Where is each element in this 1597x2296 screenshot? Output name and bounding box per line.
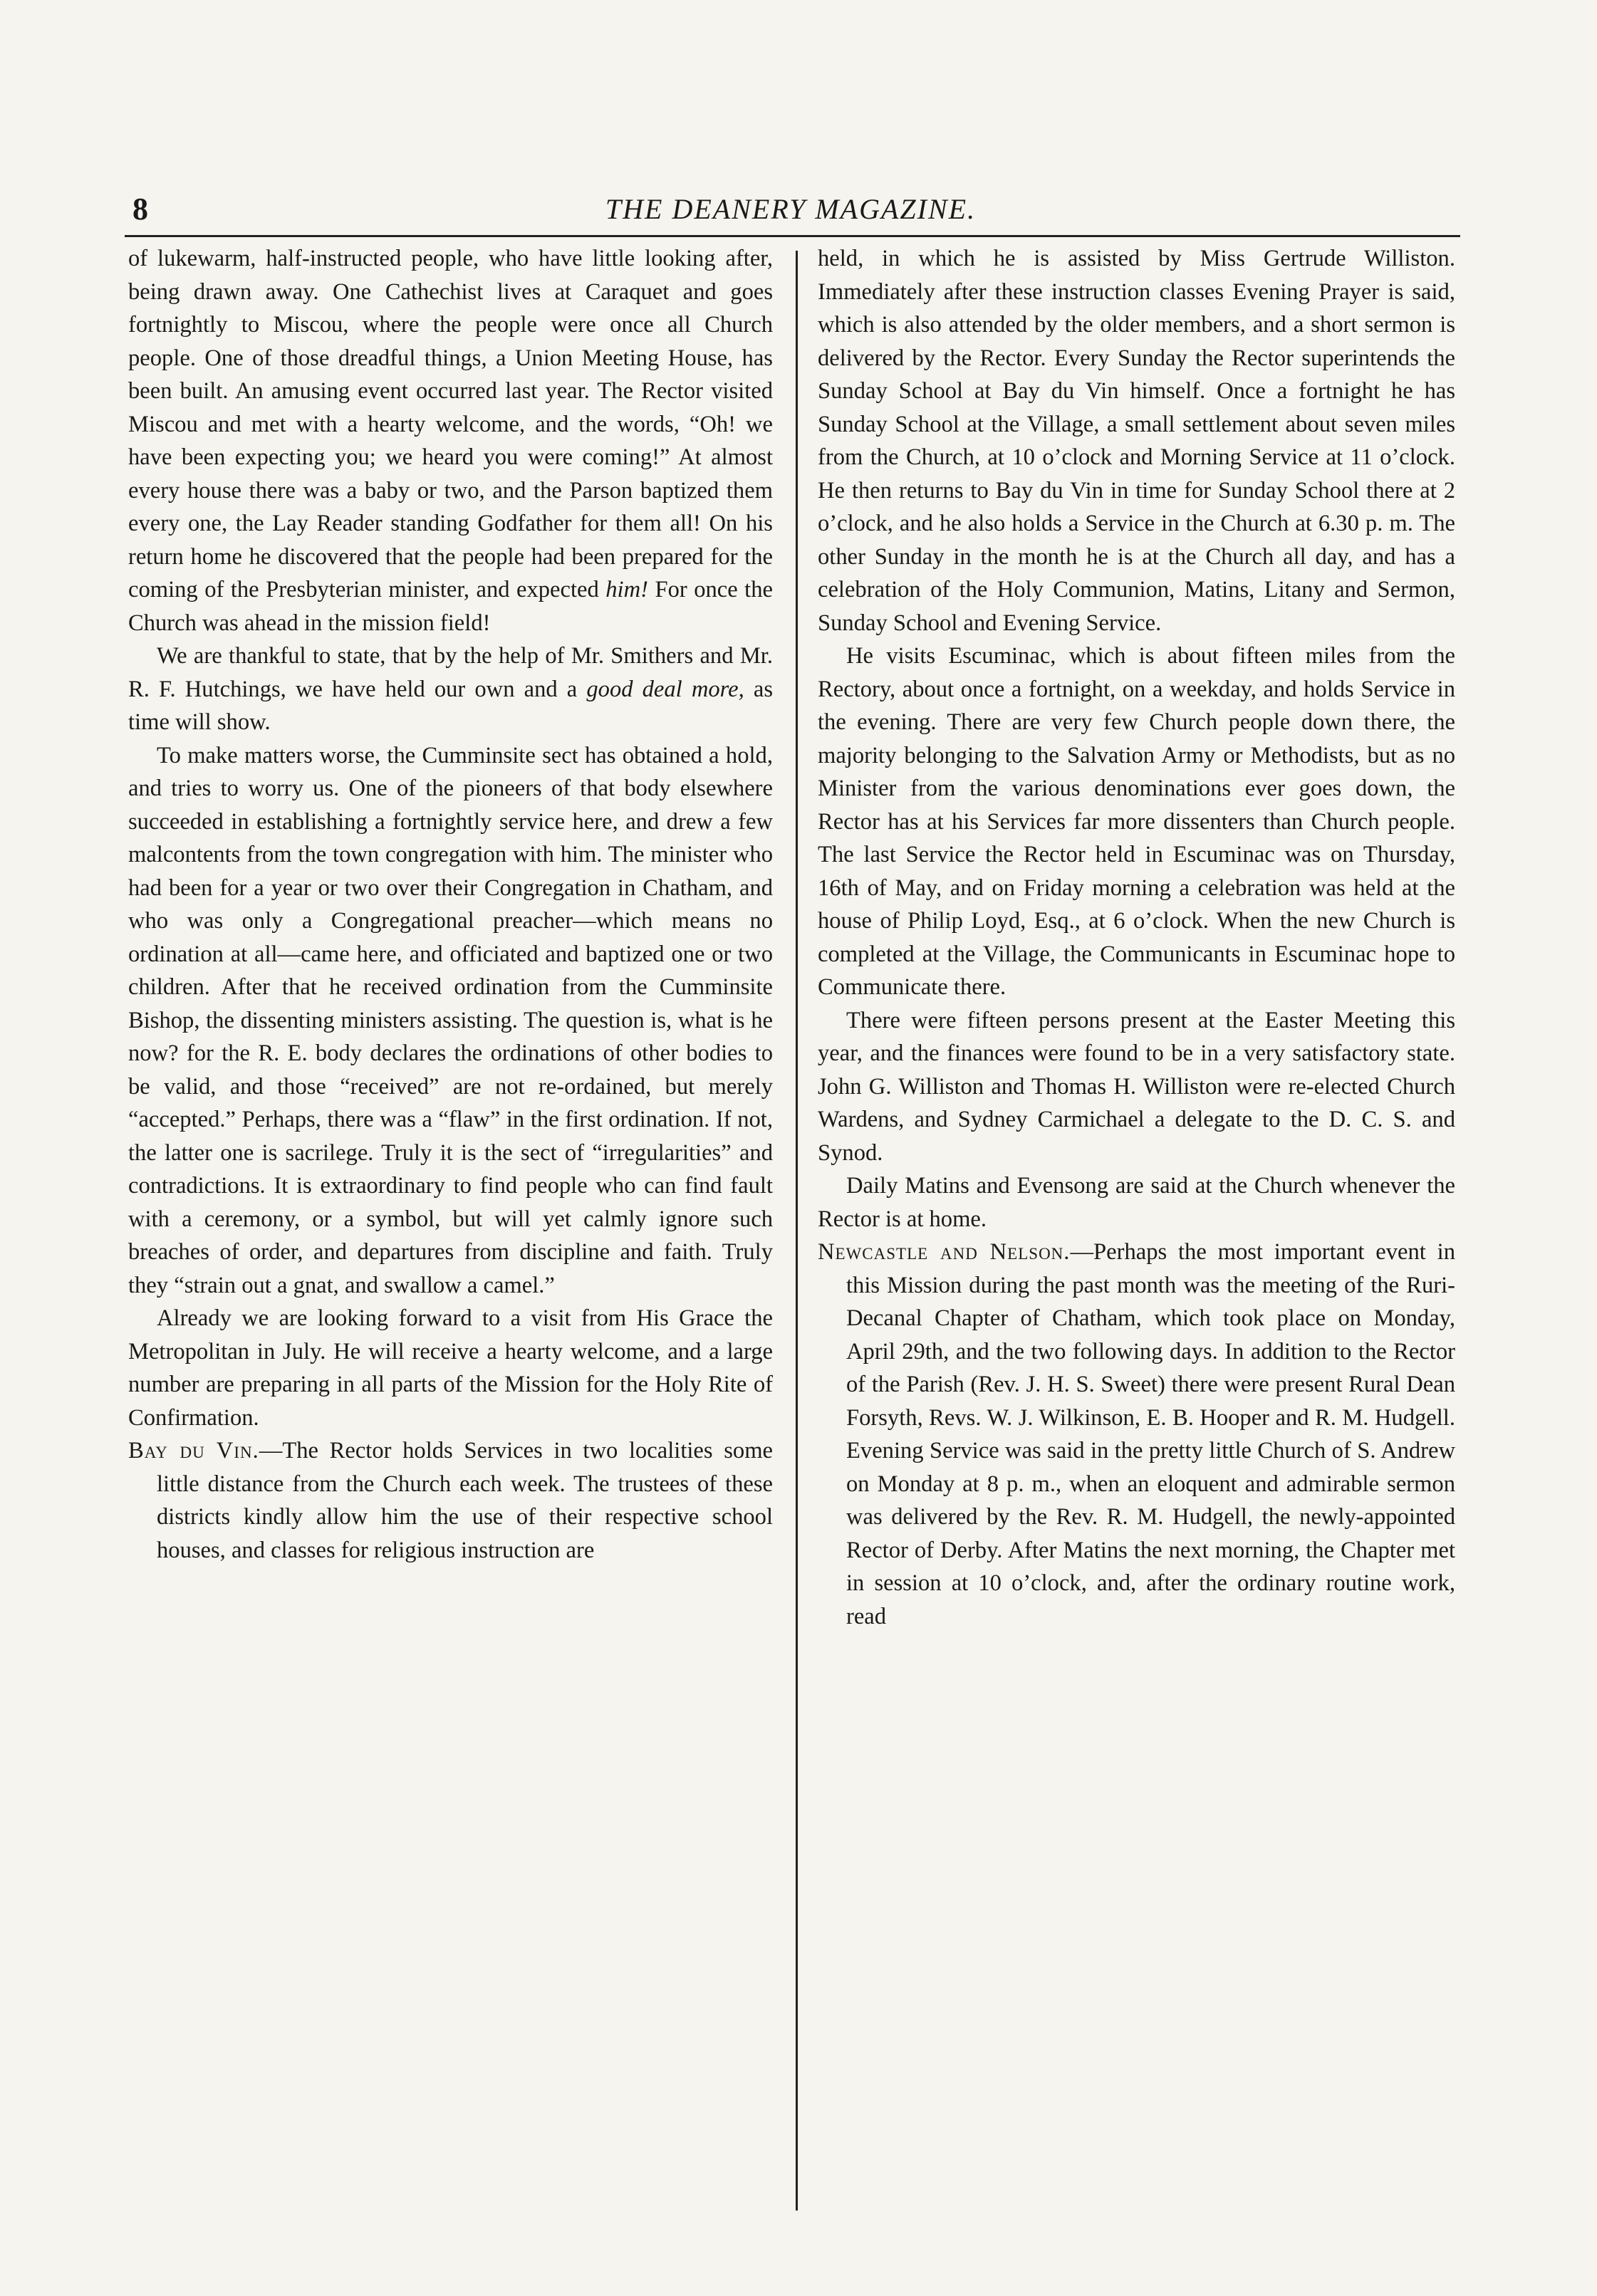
paragraph: held, in which he is assisted by Miss Gertrude Williston. Immediately after these instruction classes Evening Prayer is said, which is also attended by the older members, and a short sermon is delivered by the Rector. Every Sunday the Rector superintends the Sunday School at Bay du Vin himself. Once a fortnight he has Sunday School at the Village, a small settlement about seven miles from the Church, at 10 o’clock and Morning Service at 11 o’clock. He then returns to Bay du Vin in time for Sunday School there at 2 o’clock, and he also holds a Service in the Church at 6.30 p. m. The other Sunday in the month he is at the Church all day, and has a celebration of the Holy Communion, Matins, Litany and Sermon, Sunday School and Evening Service. <box>818 246 1455 636</box>
paragraph-bay-du-vin: Bay du Vin.—The Rector holds Services in two localities some little distance from the Church each week. The trustees of these districts kindly allow him the use of their respective school houses, and classes for religious instruction are <box>128 1438 773 1563</box>
paragraph: Daily Matins and Evensong are said at the Church whenever the Rector is at home. <box>818 1173 1455 1232</box>
column-divider <box>796 251 798 2211</box>
paragraph: He visits Escuminac, which is about fifteen miles from the Rectory, about once a fortnight, on a weekday, and holds Service in the evening. There are very few Church people down there, the majority belonging to the Salvation Army or Methodists, but as no Minister from the various denominations ever goes down, the Rector has at his Services far more dissenters than Church people. The last Service the Rector held in Escuminac was on Thursday, 16th of May, and on Friday morning a celebration was held at the house of Philip Loyd, Esq., at 6 o’clock. When the new Church is completed at the Village, the Communicants in Escuminac hope to Communicate there. <box>818 643 1455 1000</box>
paragraph-newcastle-nelson: Newcastle and Nelson.—Perhaps the most important event in this Mission during the past month was the meeting of the Ruri-Decanal Chapter of Chatham, which took place on Monday, April 29th, and the two following days. In addition to the Rector of the Parish (Rev. J. H. S. Sweet) there were present Rural Dean Forsyth, Revs. W. J. Wilkinson, E. B. Hooper and R. M. Hudgell. Evening Service was said in the pretty little Church of S. Andrew on Monday at 8 p. m., when an eloquent and admirable sermon was delivered by the Rev. R. M. Hudgell, the newly-appointed Rector of Derby. After Matins the next morning, the Chapter met in session at 10 o’clock, and, after the ordinary routine work, read <box>818 1239 1455 1629</box>
header-rule <box>125 235 1460 237</box>
paragraph: Already we are looking forward to a visit from His Grace the Metropolitan in July. He will receive a hearty welcome, and a large number are preparing in all parts of the Mission for the Holy Rite of Confirmation. <box>128 1305 773 1431</box>
page-number: 8 <box>132 192 148 226</box>
running-title: THE DEANERY MAGAZINE. <box>605 193 977 225</box>
left-column <box>128 242 773 2236</box>
paragraph: To make matters worse, the Cumminsite sect has obtained a hold, and tries to worry us. One of the pioneers of that body elsewhere succeeded in establishing a fortnightly service here, and drew a few malcontents from the town congregation with him. The minister who had been for a year or two over their Congregation in Chatham, and who was only a Congregational preacher—which means no ordination at all—came here, and officiated and baptized one or two children. After that he received ordination from the Cumminsite Bishop, the dissenting ministers assisting. The question is, what is he now? for the R. E. body declares the ordinations of other bodies to be valid, and those “received” are not re-ordained, but merely “accepted.” Perhaps, there was a “flaw” in the first ordination. If not, the latter one is sacrilege. Truly it is the sect of “irregularities” and contradictions. It is extraordinary to find people who can find fault with a ceremony, or a symbol, but will yet calmly ignore such breaches of order, and departures from discipline and faith. Truly they “strain out a gnat, and swallow a camel.” <box>128 742 773 1298</box>
page-header <box>121 191 1460 234</box>
section-heading: Newcastle and Nelson. <box>818 1239 1071 1265</box>
paragraph: of lukewarm, half-instructed people, who have little looking after, being drawn away. One Cathechist lives at Caraquet and goes fortnightly to Miscou, where the people were once all Church people. One of those dreadful things, a Union Meeting House, has been built. An amusing event occurred last year. The Rector visited Miscou and met with a hearty welcome, and the words, “Oh! we have been expecting you; we heard you were coming!” At almost every house there was a baby or two, and the Parson baptized them every one, the Lay Reader standing Godfather for them all! On his return home he discovered that the people had been prepared for the coming of the Presbyterian minister, and expected him! For once the Church was ahead in the mission field! <box>128 246 773 636</box>
paragraph: We are thankful to state, that by the help of Mr. Smithers and Mr. R. F. Hutchings, we have held our own and a good deal more, as time will show. <box>128 643 773 735</box>
section-heading: Bay du Vin. <box>128 1438 259 1463</box>
right-column <box>818 242 1455 2236</box>
paragraph: There were fifteen persons present at the Easter Meeting this year, and the finances were found to be in a very satisfactory state. John G. Williston and Thomas H. Williston were re-elected Church Wardens, and Sydney Carmichael a delegate to the D. C. S. and Synod. <box>818 1007 1455 1166</box>
